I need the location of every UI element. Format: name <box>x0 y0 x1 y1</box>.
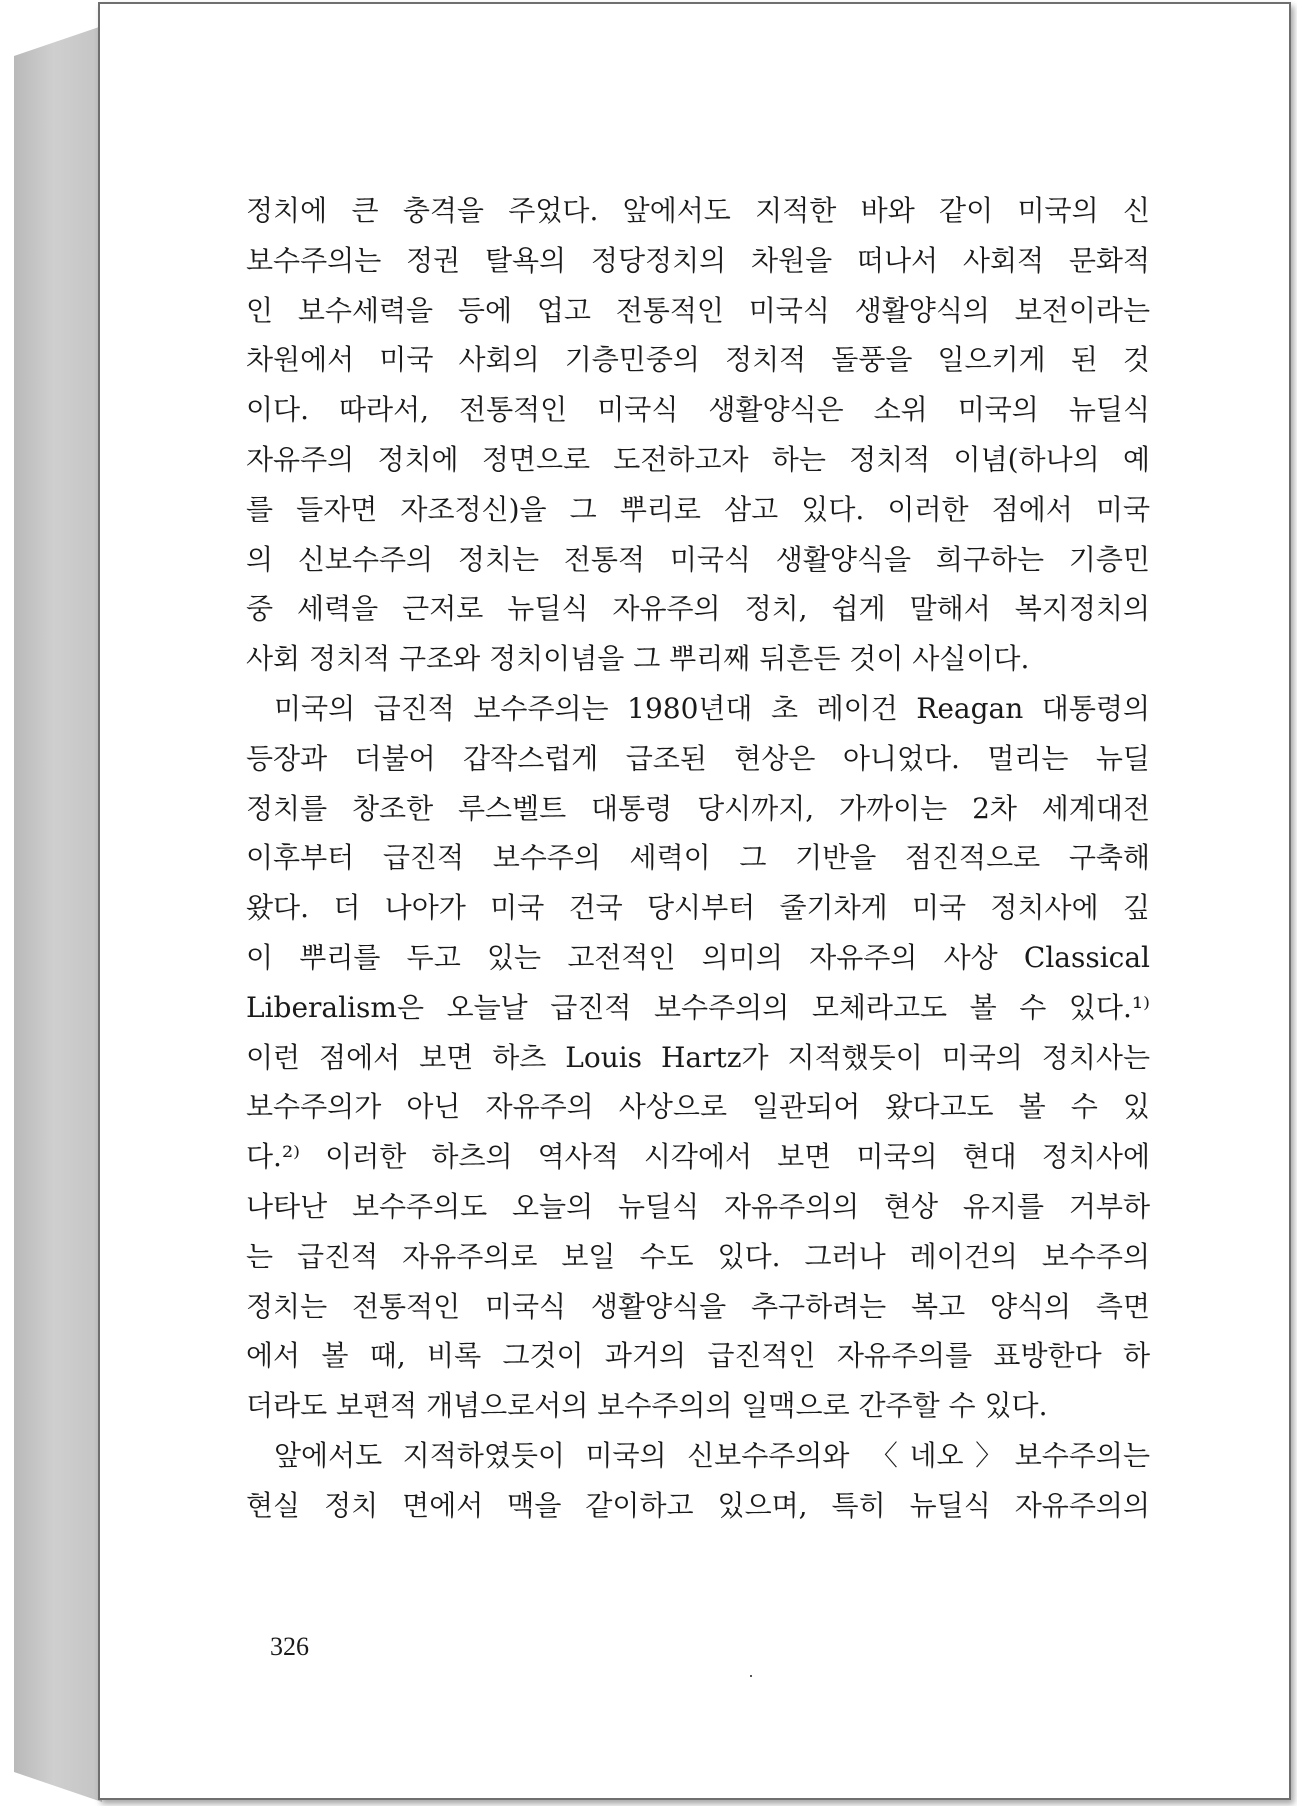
scan-speck <box>750 1675 752 1677</box>
book-page <box>98 2 1291 1800</box>
text-line: 미국의 급진적 보수주의는 1980년대 초 레이건 Reagan 대통령의 <box>274 691 1150 725</box>
text-line: 인 보수세력을 등에 업고 전통적인 미국식 생활양식의 보전이라는 <box>246 293 1150 327</box>
text-line: 왔다. 더 나아가 미국 건국 당시부터 줄기차게 미국 정치사에 깊 <box>246 891 1150 925</box>
body-text <box>246 186 1150 1531</box>
text-line: 사회 정치적 구조와 정치이념을 그 뿌리째 뒤흔든 것이 사실이다. <box>246 642 1030 676</box>
page-number: 326 <box>270 1632 309 1661</box>
text-line: 앞에서도 지적하였듯이 미국의 신보수주의와 〈네오〉보수주의는 <box>274 1438 1150 1472</box>
text-line: 이후부터 급진적 보수주의 세력이 그 기반을 점진적으로 구축해 <box>246 841 1150 875</box>
text-line: Liberalism은 오늘날 급진적 보수주의의 모체라고도 볼 수 있다.¹⁾ <box>246 990 1150 1024</box>
book-spine <box>14 26 102 1802</box>
text-line: 정치를 창조한 루스벨트 대통령 당시까지, 가까이는 2차 세계대전 <box>246 791 1150 825</box>
text-line: 보수주의가 아닌 자유주의 사상으로 일관되어 왔다고도 볼 수 있 <box>246 1090 1150 1124</box>
text-line: 자유주의 정치에 정면으로 도전하고자 하는 정치적 이념(하나의 예 <box>246 442 1150 476</box>
text-line: 중 세력을 근저로 뉴딜식 자유주의 정치, 쉽게 말해서 복지정치의 <box>246 592 1150 626</box>
text-line: 차원에서 미국 사회의 기층민중의 정치적 돌풍을 일으키게 된 것 <box>246 343 1150 377</box>
text-line: 정치는 전통적인 미국식 생활양식을 추구하려는 복고 양식의 측면 <box>246 1289 1150 1323</box>
text-line: 보수주의는 정권 탈욕의 정당정치의 차원을 떠나서 사회적 문화적 <box>246 243 1150 277</box>
text-line: 더라도 보편적 개념으로서의 보수주의의 일맥으로 간주할 수 있다. <box>246 1389 1048 1423</box>
text-line: 나타난 보수주의도 오늘의 뉴딜식 자유주의의 현상 유지를 거부하 <box>246 1189 1150 1223</box>
text-line: 다.²⁾ 이러한 하츠의 역사적 시각에서 보면 미국의 현대 정치사에 <box>246 1140 1150 1174</box>
text-line: 는 급진적 자유주의로 보일 수도 있다. 그러나 레이건의 보수주의 <box>246 1239 1150 1273</box>
text-line: 이런 점에서 보면 하츠 Louis Hartz가 지적했듯이 미국의 정치사는 <box>246 1040 1150 1074</box>
text-line: 이 뿌리를 두고 있는 고전적인 의미의 자유주의 사상 Classical <box>246 940 1150 974</box>
text-line: 현실 정치 면에서 맥을 같이하고 있으며, 특히 뉴딜식 자유주의의 <box>246 1488 1150 1522</box>
text-line: 에서 볼 때, 비록 그것이 과거의 급진적인 자유주의를 표방한다 하 <box>246 1339 1150 1373</box>
text-line: 등장과 더불어 갑작스럽게 급조된 현상은 아니었다. 멀리는 뉴딜 <box>246 741 1150 775</box>
text-line: 를 들자면 자조정신)을 그 뿌리로 삼고 있다. 이러한 점에서 미국 <box>246 492 1150 526</box>
text-line: 정치에 큰 충격을 주었다. 앞에서도 지적한 바와 같이 미국의 신 <box>246 194 1150 227</box>
text-line: 이다. 따라서, 전통적인 미국식 생활양식은 소위 미국의 뉴딜식 <box>246 393 1150 427</box>
text-line: 의 신보수주의 정치는 전통적 미국식 생활양식을 희구하는 기층민 <box>246 542 1150 576</box>
